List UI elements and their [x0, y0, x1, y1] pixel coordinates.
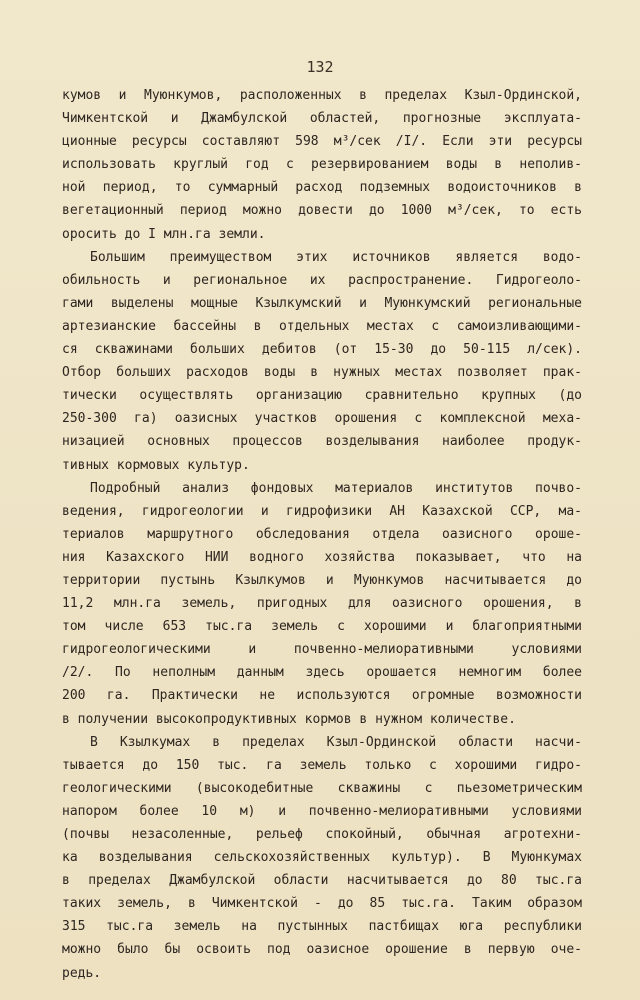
text-line: Чимкентской и Джамбулской областей, прогнозные эксплуата- [62, 111, 582, 127]
text-line: обильность и региональное их распространение. Гидрогеоло- [62, 272, 582, 288]
text-line: гами выделены мощные Кзылкумский и Муюнкумский региональные [62, 295, 582, 311]
text-line: ка возделывания сельскохозяйственных культур). В Муюнкумах [62, 850, 582, 866]
paragraph [62, 84, 582, 246]
text-line: ния Казахского НИИ водного хозяйства показывает, что на [62, 549, 582, 565]
text-line: использовать круглый год с резервированием воды в неполив- [62, 157, 582, 173]
paragraph [62, 477, 582, 731]
page-number: 132 [306, 58, 334, 76]
text-line: низацией основных процессов возделывания наиболее продук- [62, 434, 582, 450]
text-line: Подробный анализ фондовых материалов институтов почво- [90, 480, 582, 496]
text-line: ционные ресурсы составляют 598 м³/сек /I/. Если эти ресурсы [62, 134, 582, 150]
text-line: Большим преимуществом этих источников является водо- [90, 249, 582, 265]
text-line: ной период, то суммарный расход подземных водоисточников в [62, 180, 582, 196]
text-line: геологическими (высокодебитные скважины с пьезометрическим [62, 780, 582, 796]
text-line: ведения, гидрогеологии и гидрофизики АН Казахской ССР, ма- [62, 503, 582, 519]
text-line: территории пустынь Кзылкумов и Муюнкумов насчитывается до [62, 572, 582, 588]
text-line: в получении высокопродуктивных кормов в нужном количестве. [62, 711, 516, 727]
text-line: 11,2 млн.га земель, пригодных для оазисного орошения, в [62, 596, 582, 612]
text-line: редь. [62, 965, 102, 981]
text-line: 200 га. Практически не используются огромные возможности [62, 688, 582, 704]
text-line: тивных кормовых культур. [62, 457, 250, 473]
text-line: можно было бы освоить под оазисное орошение в первую оче- [62, 942, 582, 958]
text-line: /2/. По неполным данным здесь орошается немногим более [62, 665, 582, 681]
text-line: 315 тыс.га земель на пустынных пастбищах юга республики [62, 919, 582, 935]
text-line: ся скважинами больших дебитов (от 15-30 до 50-115 л/сек). [62, 342, 582, 358]
text-line: 250-300 га) оазисных участков орошения с комплексной меха- [62, 411, 582, 427]
text-line: оросить до I млн.га земли. [62, 226, 266, 242]
text-line: таких земель, в Чимкентской - до 85 тыс.га. Таким образом [62, 896, 582, 912]
text-line: тически осуществлять организацию сравнительно крупных (до [62, 388, 582, 404]
text-line: артезианские бассейны в отдельных местах с самоизливающими- [62, 318, 582, 334]
text-line: в пределах Джамбулской области насчитывается до 80 тыс.га [62, 873, 582, 889]
text-line: Отбор больших расходов воды в нужных местах позволяет прак- [62, 365, 582, 381]
text-line: (почвы незасоленные, рельеф спокойный, обычная агротехни- [62, 827, 582, 842]
text-line: тывается до 150 тыс. га земель только с хорошими гидро- [62, 757, 582, 773]
text-line: напором более 10 м) и почвенно-мелиоративными условиями [62, 803, 582, 819]
text-line: В Кзылкумах в пределах Кзыл-Ординской области насчи- [90, 734, 582, 750]
text-line: вегетационный период можно довести до 1000 м³/сек, то есть [62, 203, 582, 219]
body-text [62, 84, 582, 985]
paragraph [62, 731, 582, 985]
text-line: гидрогеологическими и почвенно-мелиоративными условиями [62, 642, 582, 658]
paragraph [62, 246, 582, 477]
text-line: териалов маршрутного обследования отдела оазисного ороше- [62, 526, 582, 542]
text-line: кумов и Муюнкумов, расположенных в пределах Кзыл-Ординской, [62, 88, 582, 103]
text-line: том числе 653 тыс.га земель с хорошими и благоприятными [62, 619, 582, 635]
